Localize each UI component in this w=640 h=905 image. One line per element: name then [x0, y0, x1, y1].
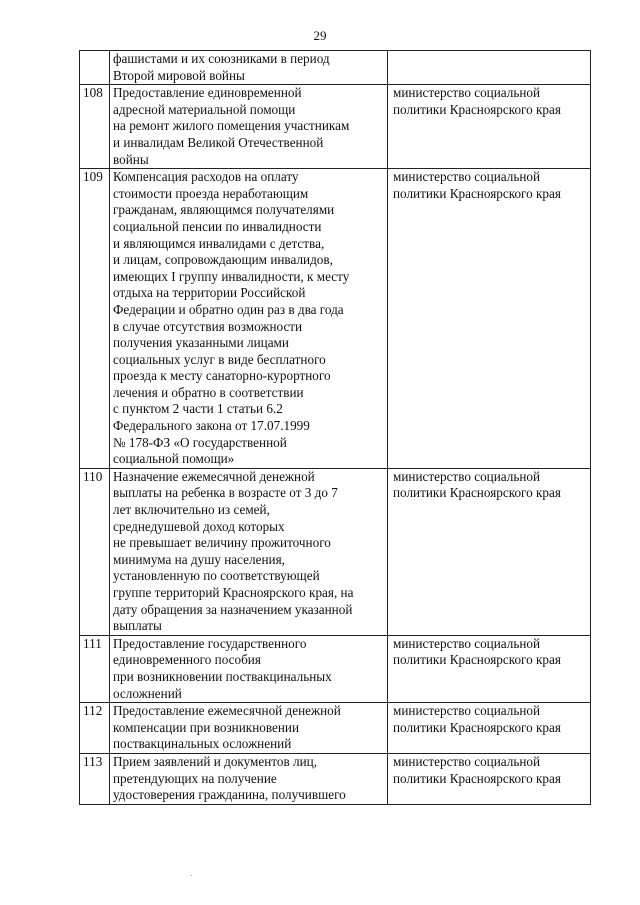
row-number-cell	[80, 51, 110, 85]
row-number-cell: 109	[80, 169, 110, 469]
page-number: 29	[313, 28, 327, 43]
row-number-cell: 112	[80, 703, 110, 754]
table-row	[80, 635, 591, 702]
service-name-cell: Прием заявлений и документов лиц, претендующих на получение удостоверения гражданина, получившего	[110, 753, 388, 804]
table-row	[80, 169, 591, 469]
service-name-cell: Предоставление государственного единовременного пособия при возникновении поствакцинальных осложнений	[110, 635, 388, 702]
table-row	[80, 753, 591, 804]
service-name-cell: Компенсация расходов на оплату стоимости проезда неработающим гражданам, являющимся получателями социальной пенсии по инвалидности и являющимся инвалидами с детства, и лицам, сопровождающим инвалидов, имеющих I группу инвалидности, к месту отдыха на территории Российской Федерации и обратно один раз в два года в случае отсутствия возможности получения указанными лицами социальных услуг в виде бесплатного проезда к месту санаторно-курортного лечения и обратно в соответствии с пунктом 2 части 1 статьи 6.2 Федерального закона от 17.07.1999 № 178-ФЗ «О государственной социальной помощи»	[110, 169, 388, 469]
service-name-cell: Предоставление ежемесячной денежной компенсации при возникновении поствакцинальных осложнений	[110, 703, 388, 754]
responsible-body-cell	[388, 51, 591, 85]
table-row	[80, 85, 591, 169]
responsible-body-cell: министерство социальной политики Красноярского края	[388, 703, 591, 754]
responsible-body-cell: министерство социальной политики Красноярского края	[388, 753, 591, 804]
responsible-body-cell: министерство социальной политики Красноярского края	[388, 85, 591, 169]
responsible-body-cell: министерство социальной политики Красноярского края	[388, 468, 591, 635]
services-table	[79, 50, 591, 805]
row-number-cell: 110	[80, 468, 110, 635]
service-name-cell: Назначение ежемесячной денежной выплаты на ребенка в возрасте от 3 до 7 лет включительно из семей, среднедушевой доход которых не превышает величину прожиточного минимума на душу населения, установленную по соответствующей группе территорий Красноярского края, на дату обращения за назначением указанной выплаты	[110, 468, 388, 635]
scan-speck: .	[190, 868, 193, 878]
responsible-body-cell: министерство социальной политики Красноярского края	[388, 169, 591, 469]
service-name-cell: фашистами и их союзниками в период Второй мировой войны	[110, 51, 388, 85]
table-row	[80, 468, 591, 635]
table-row	[80, 703, 591, 754]
service-name-cell: Предоставление единовременной адресной материальной помощи на ремонт жилого помещения участникам и инвалидам Великой Отечественной войны	[110, 85, 388, 169]
row-number-cell: 108	[80, 85, 110, 169]
row-number-cell: 111	[80, 635, 110, 702]
row-number-cell: 113	[80, 753, 110, 804]
table-row	[80, 51, 591, 85]
responsible-body-cell: министерство социальной политики Красноярского края	[388, 635, 591, 702]
